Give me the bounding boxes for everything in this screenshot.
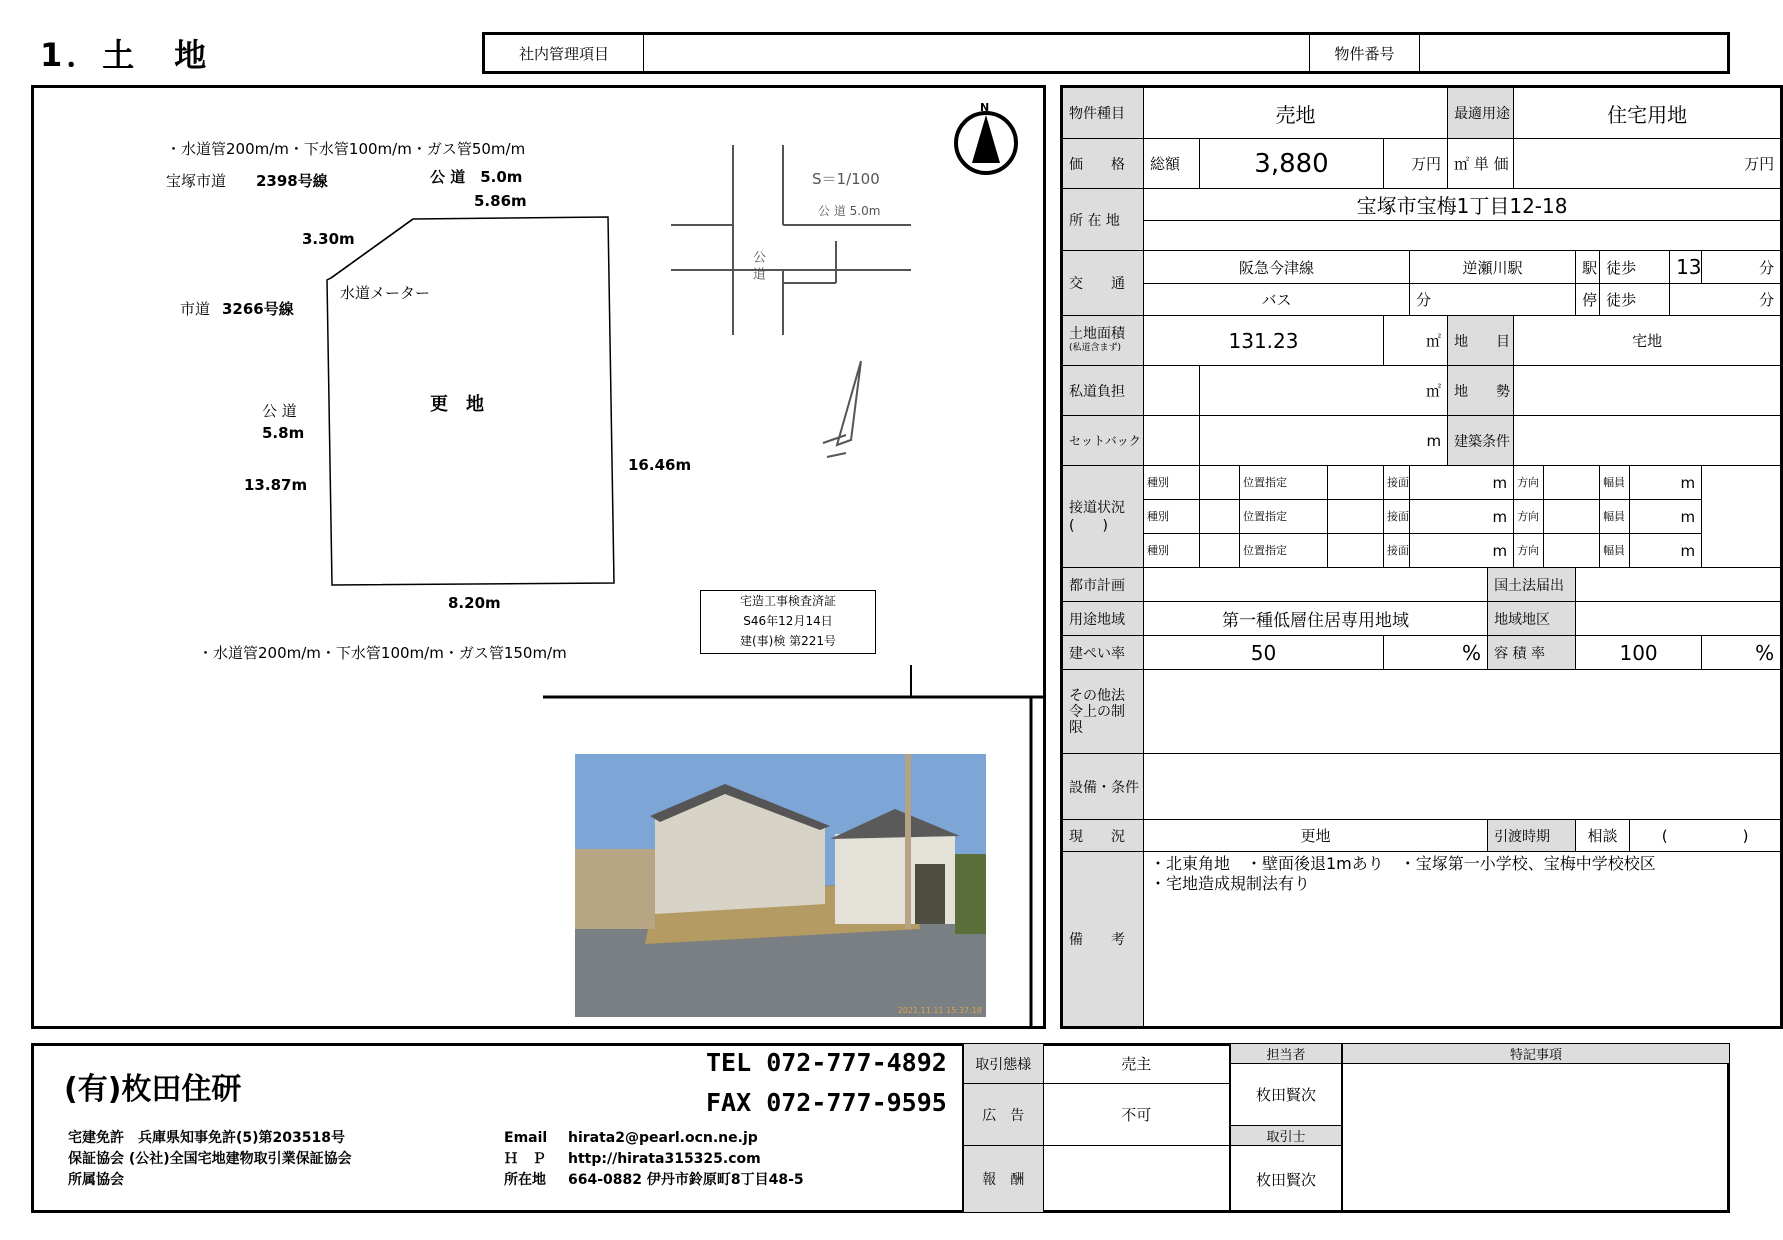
other-label: その他法令上の制限 bbox=[1062, 670, 1144, 754]
cert-line-1: 宅造工事検査済証 bbox=[739, 594, 836, 608]
position-label-1: 位置指定 bbox=[1240, 466, 1328, 500]
ad-value: 不可 bbox=[1043, 1084, 1230, 1146]
zoning-label: 用途地域 bbox=[1062, 602, 1144, 636]
dim-1387: 13.87m bbox=[244, 476, 308, 494]
direction-label-2: 方向 bbox=[1514, 500, 1544, 534]
remarks-label: 備 考 bbox=[1062, 852, 1144, 1028]
station-value: 逆瀬川駅 bbox=[1410, 251, 1576, 284]
cert-line-3: 建(事)検 第221号 bbox=[739, 634, 837, 648]
walk-min-unit: 分 bbox=[1702, 251, 1782, 284]
special-label: 特記事項 bbox=[1343, 1044, 1730, 1064]
district-label: 地域地区 bbox=[1488, 602, 1576, 636]
area-note: (私道含まず) bbox=[1069, 342, 1122, 353]
details-table bbox=[1060, 85, 1783, 1029]
office-address: 664-0882 伊丹市鈴原町8丁目48-5 bbox=[568, 1172, 804, 1188]
handover-paren: ( ) bbox=[1630, 820, 1782, 852]
staff-table bbox=[1230, 1043, 1342, 1213]
contact-unit-1: m bbox=[1410, 466, 1514, 500]
dim-820: 8.20m bbox=[448, 594, 501, 612]
compass-north-label: N bbox=[980, 101, 990, 114]
photo-timestamp: 2021.11.11 15:37:18 bbox=[897, 1006, 982, 1015]
staff-label: 担当者 bbox=[1231, 1044, 1342, 1064]
id-value bbox=[1420, 34, 1729, 73]
use-label: 最適用途 bbox=[1448, 87, 1514, 139]
zoning-value: 第一種低層住居専用地域 bbox=[1144, 602, 1488, 636]
guarantee: 保証協会 (公社)全国宅地建物取引業保証協会 bbox=[68, 1151, 352, 1167]
far-label: 容 積 率 bbox=[1488, 636, 1576, 670]
lot-label: 更 地 bbox=[430, 394, 484, 415]
utility-note-top: ・水道管200m/m・下水管100m/m・ガス管50m/m bbox=[166, 140, 526, 158]
build-cond-label: 建築条件 bbox=[1448, 416, 1514, 466]
address-value: 宝塚市宝梅1丁目12-18 bbox=[1144, 189, 1782, 221]
road-left-no: 3266号線 bbox=[222, 300, 294, 318]
access-paren: ( ) bbox=[1069, 517, 1108, 534]
status-label: 現 況 bbox=[1062, 820, 1144, 852]
stop-walk-label: 徒歩 bbox=[1600, 284, 1670, 316]
deal-value: 売主 bbox=[1043, 1044, 1230, 1084]
setback-unit: m bbox=[1200, 416, 1448, 466]
far-value: 100 bbox=[1576, 636, 1702, 670]
stop-label: 停 bbox=[1576, 284, 1600, 316]
email-label: Email bbox=[504, 1130, 548, 1146]
area-value: 131.23 bbox=[1144, 316, 1384, 366]
city-plan-label: 都市計画 bbox=[1062, 568, 1144, 602]
special-table bbox=[1342, 1043, 1730, 1213]
inset-road-vertical: 公 道 bbox=[750, 250, 765, 281]
facility-label: 設備・条件 bbox=[1062, 754, 1144, 820]
walk-label: 徒歩 bbox=[1600, 251, 1670, 284]
kokudo-label: 国土法届出 bbox=[1488, 568, 1576, 602]
line-value: 阪急今津線 bbox=[1144, 251, 1410, 284]
road-city-no: 2398号線 bbox=[256, 172, 328, 190]
contact-unit-3: m bbox=[1410, 534, 1514, 568]
status-value: 更地 bbox=[1144, 820, 1488, 852]
setback-label: セットバック bbox=[1062, 416, 1144, 466]
chimoku-label: 地 目 bbox=[1448, 316, 1514, 366]
staff-value: 枚田賢次 bbox=[1231, 1064, 1342, 1126]
position-label-3: 位置指定 bbox=[1240, 534, 1328, 568]
unit-price-label: ㎡ 単 価 bbox=[1448, 139, 1514, 189]
deal-label: 取引態様 bbox=[963, 1044, 1043, 1084]
width-unit-2: m bbox=[1630, 500, 1702, 534]
width-label-2: 幅員 bbox=[1600, 500, 1630, 534]
access-label-cell bbox=[1062, 466, 1144, 568]
site-photo bbox=[575, 754, 986, 1017]
type-value: 売地 bbox=[1144, 87, 1448, 139]
bcr-value: 50 bbox=[1144, 636, 1384, 670]
water-meter-label: 水道メーター bbox=[340, 284, 431, 302]
remarks-line-2: ・宅地造成規制法有り bbox=[1150, 874, 1311, 893]
trader-label: 取引士 bbox=[1231, 1126, 1342, 1146]
dim-1646: 16.46m bbox=[628, 456, 692, 474]
license: 宅建免許 兵庫県知事免許(5)第203518号 bbox=[68, 1130, 345, 1146]
bus-label: バス bbox=[1144, 284, 1410, 316]
company-name: (有)枚田住研 bbox=[64, 1072, 242, 1107]
width-label-3: 幅員 bbox=[1600, 534, 1630, 568]
price-unit: 万円 bbox=[1384, 139, 1448, 189]
certificate-box bbox=[700, 590, 876, 654]
private-road-label: 私道負担 bbox=[1062, 366, 1144, 416]
kind-label-2: 種別 bbox=[1144, 500, 1200, 534]
handover-value: 相談 bbox=[1576, 820, 1630, 852]
price-value: 3,880 bbox=[1200, 139, 1384, 189]
far-unit: % bbox=[1702, 636, 1782, 670]
contact-label-2: 接面 bbox=[1384, 500, 1410, 534]
kind-label-1: 種別 bbox=[1144, 466, 1200, 500]
unit-price-unit: 万円 bbox=[1514, 139, 1782, 189]
dim-586: 5.86m bbox=[474, 192, 527, 210]
road-left-label: 公 道 bbox=[262, 402, 297, 420]
direction-label-3: 方向 bbox=[1514, 534, 1544, 568]
ad-label: 広 告 bbox=[963, 1084, 1043, 1146]
kind-label-3: 種別 bbox=[1144, 534, 1200, 568]
tel: TEL 072-777-4892 bbox=[706, 1048, 947, 1077]
position-label-2: 位置指定 bbox=[1240, 500, 1328, 534]
price-label: 価 格 bbox=[1062, 139, 1144, 189]
mgmt-label: 社内管理項目 bbox=[484, 34, 644, 73]
header-table bbox=[482, 32, 1730, 74]
contact-label-3: 接面 bbox=[1384, 534, 1410, 568]
trader-value: 枚田賢次 bbox=[1231, 1146, 1342, 1213]
homepage-link[interactable]: http://hirata315325.com bbox=[568, 1151, 761, 1167]
fax: FAX 072-777-9595 bbox=[706, 1088, 947, 1117]
dim-330: 3.30m bbox=[302, 230, 355, 248]
traffic-label: 交 通 bbox=[1062, 251, 1144, 316]
inset-scale: S＝1/100 bbox=[812, 170, 880, 188]
cert-line-2: S46年12月14日 bbox=[743, 614, 833, 628]
width-unit-1: m bbox=[1630, 466, 1702, 500]
width-unit-3: m bbox=[1630, 534, 1702, 568]
area-label-cell bbox=[1062, 316, 1144, 366]
private-road-unit: ㎡ bbox=[1200, 366, 1448, 416]
fee-value bbox=[1043, 1146, 1230, 1213]
deal-table bbox=[962, 1043, 1230, 1213]
station-suffix: 駅 bbox=[1576, 251, 1600, 284]
area-unit: ㎡ bbox=[1384, 316, 1448, 366]
road-left-city: 市道 bbox=[180, 300, 211, 318]
use-value: 住宅用地 bbox=[1514, 87, 1782, 139]
inset-road: 公 道 5.0m bbox=[818, 204, 881, 218]
contact-label-1: 接面 bbox=[1384, 466, 1410, 500]
contact-unit-2: m bbox=[1410, 500, 1514, 534]
mgmt-value bbox=[644, 34, 1310, 73]
utility-note-bottom: ・水道管200m/m・下水管100m/m・ガス管150m/m bbox=[198, 644, 567, 662]
association: 所属協会 bbox=[68, 1172, 124, 1188]
chimoku-value: 宅地 bbox=[1514, 316, 1782, 366]
width-label-1: 幅員 bbox=[1600, 466, 1630, 500]
type-label: 物件種目 bbox=[1062, 87, 1144, 139]
email-link[interactable]: hirata2@pearl.ocn.ne.jp bbox=[568, 1130, 758, 1146]
road-top-label: 公 道 5.0m bbox=[430, 168, 523, 186]
area-label: 土地面積 bbox=[1069, 325, 1125, 342]
addr-label: 所在地 bbox=[504, 1172, 546, 1188]
bus-min-unit: 分 bbox=[1410, 284, 1576, 316]
contact-values bbox=[568, 1128, 804, 1191]
access-label: 接道状況 bbox=[1069, 499, 1125, 516]
page-title: 1．土 地 bbox=[40, 36, 211, 74]
bcr-unit: % bbox=[1384, 636, 1488, 670]
address-label: 所 在 地 bbox=[1062, 189, 1144, 251]
id-label: 物件番号 bbox=[1310, 34, 1420, 73]
chisei-label: 地 勢 bbox=[1448, 366, 1514, 416]
fee-label: 報 酬 bbox=[963, 1146, 1043, 1213]
contact-labels bbox=[504, 1128, 547, 1191]
remarks-line-1: ・北東角地 ・壁面後退1mあり ・宝塚第一小学校、宝梅中学校校区 bbox=[1150, 854, 1656, 873]
hp-label: Ｈ Ｐ bbox=[504, 1151, 546, 1167]
direction-label-1: 方向 bbox=[1514, 466, 1544, 500]
walk-minutes: 13 bbox=[1670, 251, 1702, 284]
handover-label: 引渡時期 bbox=[1488, 820, 1576, 852]
road-city-label: 宝塚市道 bbox=[166, 172, 227, 190]
bcr-label: 建ぺい率 bbox=[1062, 636, 1144, 670]
stop-min-unit: 分 bbox=[1670, 284, 1782, 316]
company-licenses bbox=[68, 1128, 352, 1191]
price-total-label: 総額 bbox=[1144, 139, 1200, 189]
dim-58: 5.8m bbox=[262, 424, 305, 442]
